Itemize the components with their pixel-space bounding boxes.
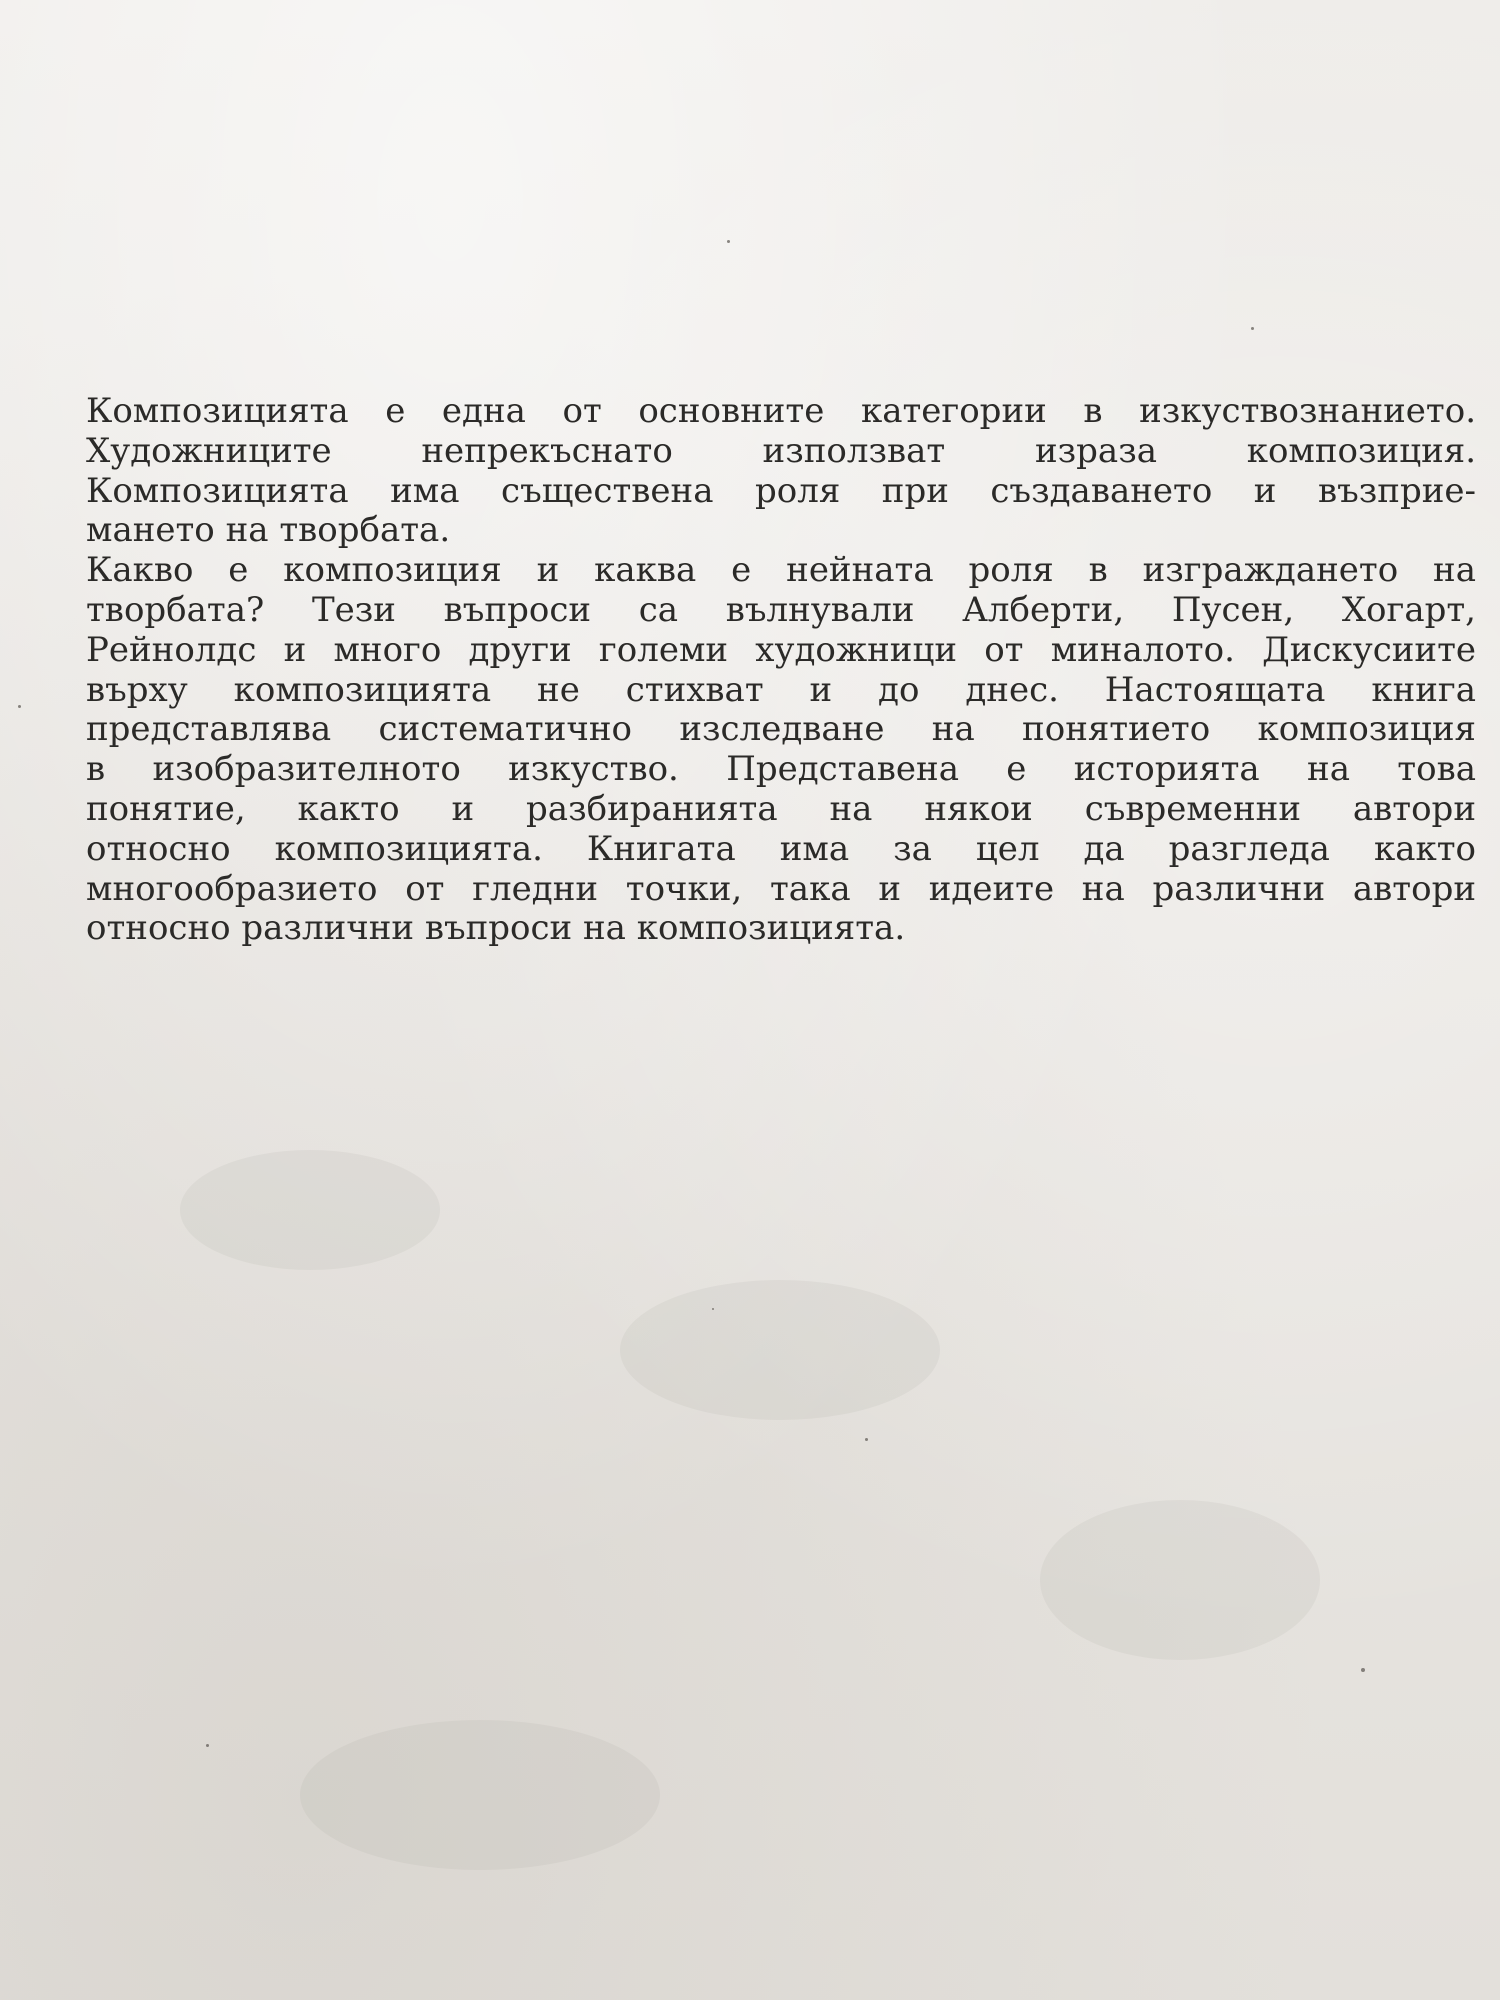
paper-speck bbox=[727, 240, 730, 243]
paper-speck bbox=[18, 705, 21, 708]
paper-stain bbox=[1040, 1500, 1320, 1660]
paper-speck bbox=[712, 1308, 714, 1310]
paper-speck bbox=[1361, 1668, 1365, 1672]
text-line: в изобразителното изкуство. Представена е историята на това bbox=[86, 749, 1476, 790]
paper-speck bbox=[1251, 327, 1254, 330]
paragraph-2 bbox=[86, 551, 1476, 949]
text-line: творбата? Тези въпроси са вълнували Алберти, Пусен, Хогарт, bbox=[86, 589, 1476, 630]
text-line: многообразието от гледни точки, така и идеите на различни автори bbox=[86, 868, 1476, 909]
text-line: Композицията има съществена роля при създаването и възприе- bbox=[86, 470, 1476, 511]
paper-speck bbox=[865, 1438, 868, 1441]
paper-stain bbox=[180, 1150, 440, 1270]
paper-stain bbox=[620, 1280, 940, 1420]
text-line: понятие, както и разбиранията на някои съвременни автори bbox=[86, 788, 1476, 829]
text-line: манeто на творбата. bbox=[86, 510, 451, 551]
text-line: представлява систематично изследване на понятието композиция bbox=[86, 709, 1476, 750]
text-line: Художниците непрекъснато използват израза композиция. bbox=[86, 430, 1476, 471]
paper-stain bbox=[300, 1720, 660, 1870]
paper-speck bbox=[206, 1744, 209, 1747]
text-line: Какво е композиция и каква е нейната роля в изграждането на bbox=[86, 550, 1476, 591]
text-line: Композицията е една от основните категории в изкуствознанието. bbox=[86, 391, 1476, 431]
paragraph-1 bbox=[86, 392, 1476, 551]
text-line: Рейнолдс и много други големи художници от миналото. Дискусиите bbox=[86, 629, 1476, 670]
body-text bbox=[86, 392, 1476, 949]
text-line: върху композицията не стихват и до днес. Настоящата книга bbox=[86, 669, 1476, 710]
text-line: относно различни въпроси на композицията. bbox=[86, 908, 906, 949]
text-line: относно композицията. Книгата има за цел да разгледа както bbox=[86, 828, 1476, 869]
